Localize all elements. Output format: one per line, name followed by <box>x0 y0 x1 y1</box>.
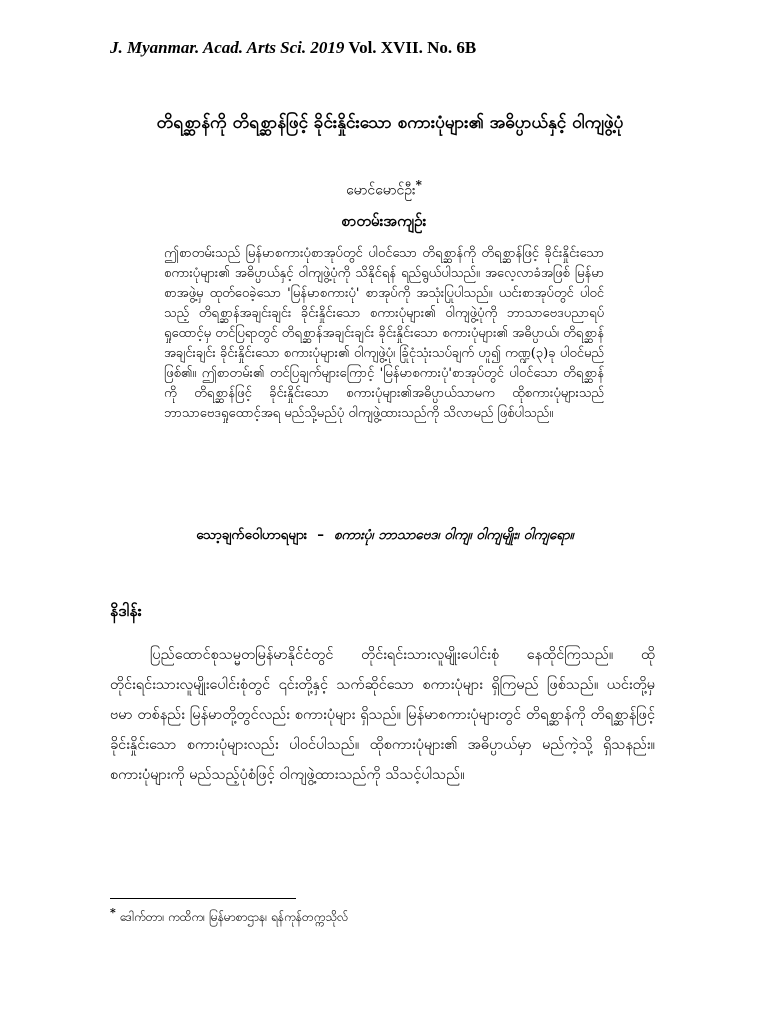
journal-volume: Vol. XVII. No. 6B <box>348 38 477 57</box>
footnote-marker: * <box>110 906 116 919</box>
introduction-text: ပြည်ထောင်စုသမ္မတမြန်မာနိုင်ငံတွင် တိုင်းရင်းသားလူမျိုးပေါင်းစုံ နေထိုင်ကြသည်။ ထိုတိုင်းရင်းသားလူမျိုးပေါင်းစုံတွင် ၎င်းတို့နှင့် သက်ဆိုင်သော စကားပုံများ ရှိကြမည် ဖြစ်သည်။ ယင်းတို့မှ ဗမာ တစ်နည်း မြန်မာတို့တွင်လည်း စကားပုံများ ရှိသည်။ မြန်မာစကားပုံများတွင် တိရစ္ဆာန်ကို တိရစ္ဆာန်ဖြင့် ခိုင်းနှိုင်းသော စကားပုံများလည်း ပါဝင်ပါသည်။ ထိုစကားပုံများ၏ အဓိပ္ပာယ်မှာ မည်ကဲ့သို့ ရှိသနည်း။ စကားပုံများကို မည်သည့်ပုံစံဖြင့် ဝါကျဖွဲ့ထားသည်ကို သိသင့်ပါသည်။ <box>110 647 655 783</box>
abstract-heading: စာတမ်းအကျဉ်း <box>341 212 427 230</box>
author-name: မောင်မောင်ဦး <box>346 182 416 199</box>
keywords-block <box>150 522 620 548</box>
abstract-text: ဤစာတမ်းသည် မြန်မာစကားပုံစာအုပ်တွင် ပါဝင်သော တိရစ္ဆာန်ကို တိရစ္ဆာန်ဖြင့် ခိုင်းနှိုင်းသော စကားပုံများ၏ အဓိပ္ပာယ်နှင့် ဝါကျဖွဲ့ပုံကို သိနိုင်ရန် ရည်ရွယ်ပါသည်။ အလေ့လာခံအဖြစ် မြန်မာစာအဖွဲ့မှ ထုတ်ဝေခဲ့သော 'မြန်မာစကားပုံ' စာအုပ်ကို အသုံးပြုပါသည်။ ယင်းစာအုပ်တွင် ပါဝင်သည့် တိရစ္ဆာန်အချင်းချင်း ခိုင်းနှိုင်းသော စကားပုံများ၏ ဝါကျဖွဲ့ပုံကို ဘာသာဗေဒပညာရပ်ရှုထောင့်မှ တင်ပြရာတွင် တိရစ္ဆာန်အချင်းချင်း ခိုင်းနှိုင်းသော စကားပုံများ၏ အဓိပ္ပာယ်၊ တိရစ္ဆာန်အချင်းချင်း ခိုင်းနှိုင်းသော စကားပုံများ၏ ဝါကျဖွဲ့ပုံ၊ ခြုံငုံသုံးသပ်ချက် ဟူ၍ ကဏ္ဍ(၃)ခု ပါဝင်မည် ဖြစ်၏။ ဤစာတမ်း၏ တင်ပြချက်များကြောင့် 'မြန်မာစကားပုံ'စာအုပ်တွင် ပါဝင်သော တိရစ္ဆာန်ကို တိရစ္ဆာန်ဖြင့် ခိုင်းနှိုင်းသော စကားပုံများ၏အဓိပ္ပာယ်သာမက ထိုစကားပုံများသည် ဘာသာဗေဒရှုထောင့်အရ မည်သို့မည်ပုံ ဝါကျဖွဲ့ထားသည်ကို သိလာမည် ဖြစ်ပါသည်။ <box>164 246 604 421</box>
footnote-text: ဒေါက်တာ၊ ကထိက၊ မြန်မာစာဌာန၊ ရန်ကုန်တက္ကသိုလ် <box>119 910 349 924</box>
author-line <box>0 178 768 202</box>
journal-name: J. Myanmar. Acad. Arts Sci. 2019 <box>110 38 345 57</box>
footnote <box>110 906 348 927</box>
author-footnote-marker: * <box>415 178 422 192</box>
keywords-dash: – <box>317 527 324 543</box>
keywords-terms: စကားပုံ၊ ဘာသာဗေဒ၊ ဝါကျ၊ ဝါကျမျိုး၊ ဝါကျရော။ <box>333 527 574 543</box>
footnote-divider <box>110 898 296 899</box>
introduction-heading: နိဒါန်း <box>110 601 142 620</box>
keywords-label: သော့ချက်ဝေါဟာရများ <box>196 527 308 543</box>
paper-title: တိရစ္ဆာန်ကို တိရစ္ဆာန်ဖြင့် ခိုင်းနှိုင်းသော စကားပုံများ၏ အဓိပ္ပာယ်နှင့် ဝါကျဖွဲ့ပုံ <box>156 113 624 133</box>
journal-header <box>110 38 476 58</box>
